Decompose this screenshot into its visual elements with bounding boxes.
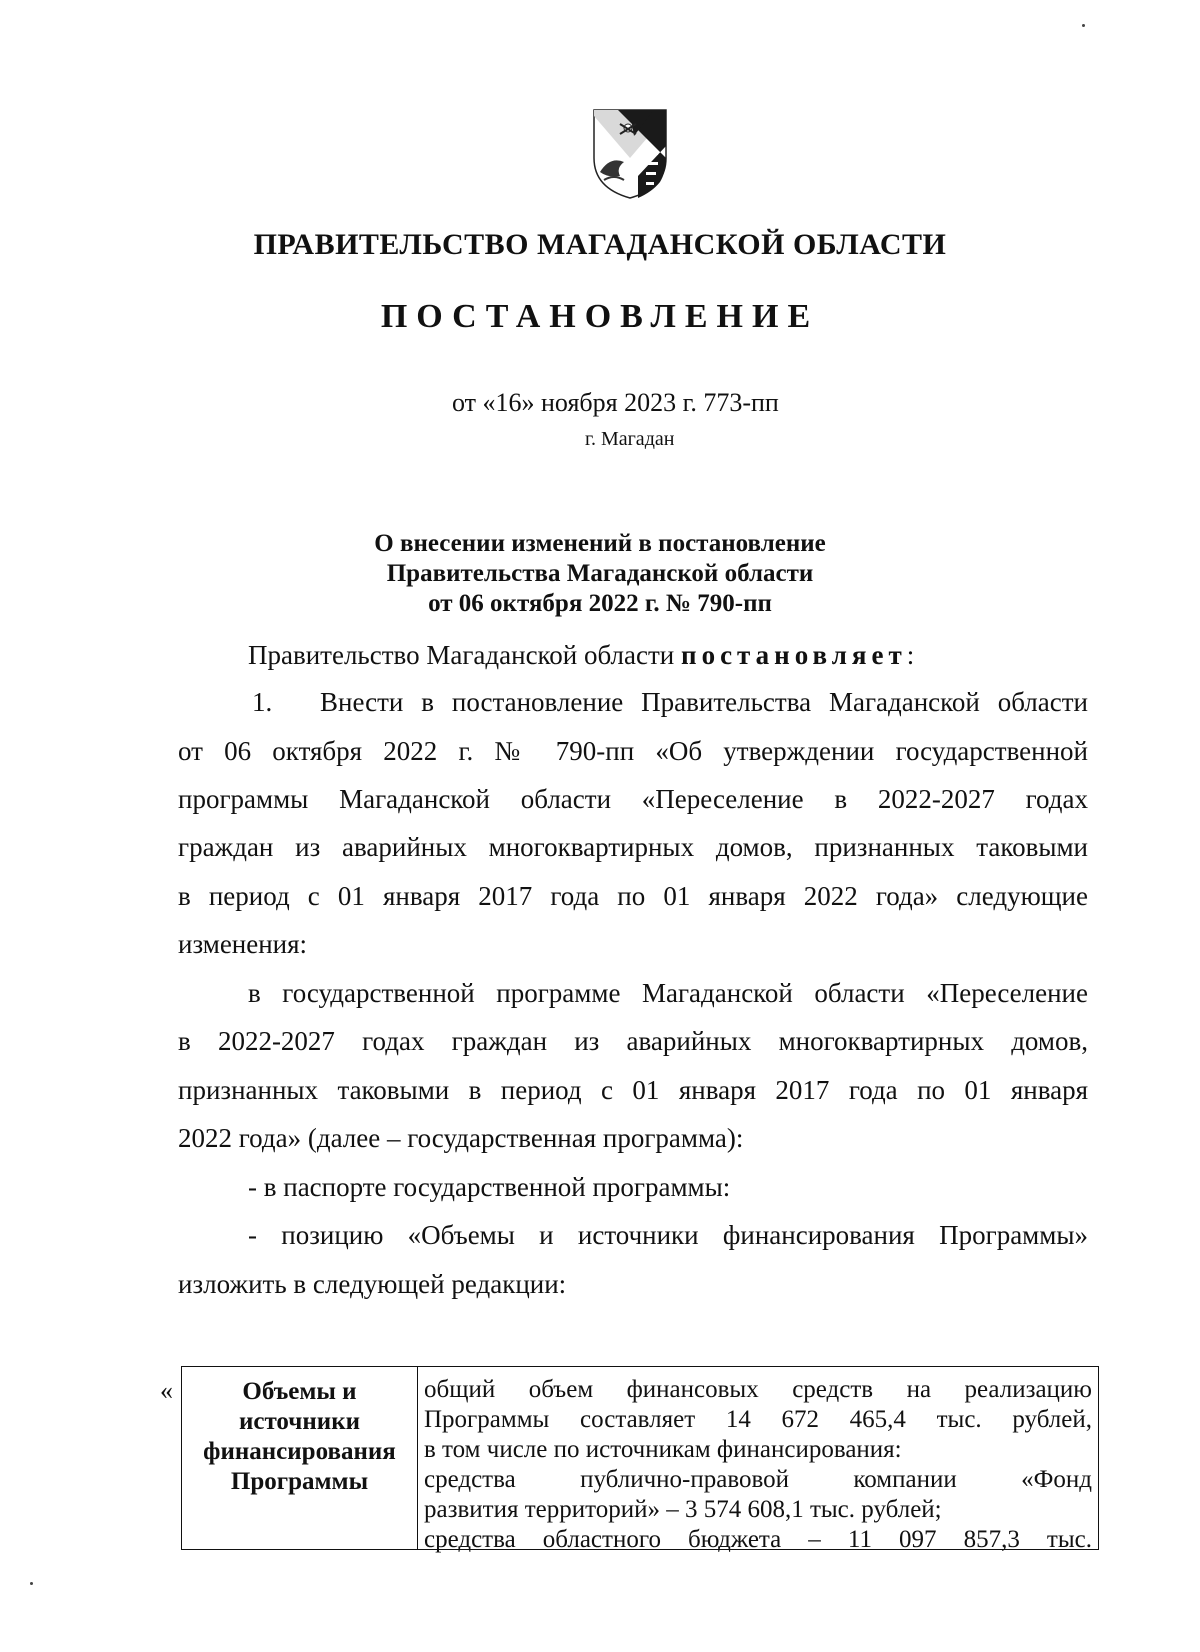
financing-label-cell bbox=[182, 1367, 418, 1549]
bullet-line: изложить в следующей редакции: bbox=[178, 1269, 567, 1299]
preamble-colon: : bbox=[906, 640, 915, 670]
financing-label-line: финансирования bbox=[203, 1438, 396, 1465]
financing-label-line: источники bbox=[238, 1408, 361, 1435]
paragraph-line: граждан из аварийных многоквартирных домов, признанных таковыми bbox=[178, 832, 1088, 862]
open-quote-mark: « bbox=[160, 1376, 173, 1405]
preamble-resolves: постановляет bbox=[681, 640, 907, 670]
paragraph-line: изменения: bbox=[178, 929, 308, 959]
financing-label-line: Программы bbox=[230, 1468, 369, 1495]
paragraph-line: программы Магаданской области «Переселение в 2022-2027 годах bbox=[178, 784, 1088, 814]
paragraph-line: в период с 01 января 2017 года по 01 января 2022 года» следующие bbox=[178, 881, 1088, 911]
paragraph-line: в 2022-2027 годах граждан из аварийных многоквартирных домов, bbox=[178, 1026, 1088, 1056]
preamble bbox=[248, 638, 1088, 672]
paragraph-line: признанных таковыми в период с 01 января 2017 года по 01 января bbox=[178, 1075, 1088, 1105]
paragraph-line: 2022 года» (далее – государственная программа): bbox=[178, 1123, 744, 1153]
paragraph-line: Внести в постановление Правительства Магаданской области bbox=[320, 687, 1088, 717]
subject-line: Правительства Магаданской области bbox=[386, 560, 814, 587]
document-kind-title: ПОСТАНОВЛЕНИЕ bbox=[380, 298, 820, 335]
bullet-line: - позицию «Объемы и источники финансирования Программы» bbox=[248, 1220, 1088, 1250]
financing-text-line: Программы составляет 14 672 465,4 тыс. рублей, bbox=[424, 1406, 1092, 1433]
paragraph-line: в государственной программе Магаданской области «Переселение bbox=[248, 978, 1088, 1008]
financing-text-line: средства областного бюджета – 11 097 857,3 тыс. bbox=[424, 1526, 1092, 1553]
financing-table bbox=[181, 1366, 1099, 1553]
preamble-text: Правительство Магаданской области bbox=[248, 640, 675, 670]
organization-title: ПРАВИТЕЛЬСТВО МАГАДАНСКОЙ ОБЛАСТИ bbox=[253, 228, 947, 261]
document-city: г. Магадан bbox=[585, 428, 675, 450]
item-number: 1. bbox=[252, 687, 273, 717]
paragraph-line: от 06 октября 2022 г. № 790-пп «Об утверждении государственной bbox=[178, 736, 1088, 766]
bullet-line: - в паспорте государственной программы: bbox=[248, 1172, 731, 1202]
subject-line: О внесении изменений в постановление bbox=[374, 530, 826, 557]
financing-text-line: общий объем финансовых средств на реализацию bbox=[424, 1376, 1092, 1403]
financing-text-cell bbox=[424, 1375, 1092, 1555]
financing-label-line: Объемы и bbox=[242, 1378, 357, 1405]
financing-text-line: развития территорий» – 3 574 608,1 тыс. рублей; bbox=[424, 1496, 942, 1523]
scan-speck bbox=[30, 1582, 33, 1585]
scan-speck bbox=[1082, 24, 1085, 27]
financing-text-line: в том числе по источникам финансирования: bbox=[424, 1436, 902, 1463]
document-subject bbox=[0, 529, 1200, 619]
coat-of-arms-icon bbox=[590, 106, 670, 200]
document-date-number: от «16» ноября 2023 г. 773-пп bbox=[452, 388, 779, 417]
subject-line: от 06 октября 2022 г. № 790-пп bbox=[428, 590, 772, 617]
financing-text-line: средства публично-правовой компании «Фонд bbox=[424, 1466, 1092, 1493]
